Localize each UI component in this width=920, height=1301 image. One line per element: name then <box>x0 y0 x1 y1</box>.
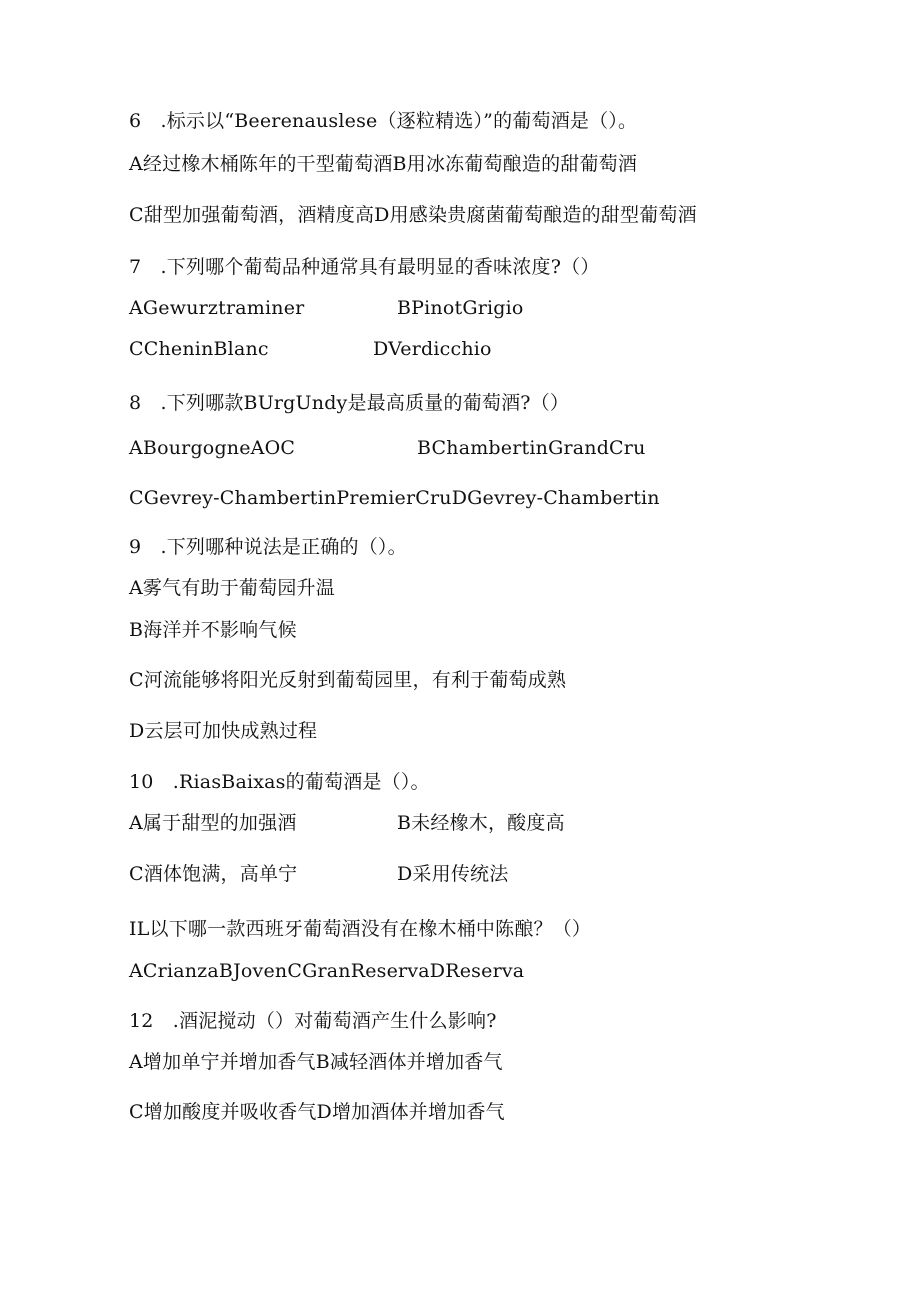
question-11-stem: IL以下哪一款西班牙葡萄酒没有在橡木桶中陈酿？（） <box>129 918 592 940</box>
question-7-option-d: DVerdicchio <box>373 338 492 360</box>
question-9-option-d: D云层可加快成熟过程 <box>129 720 318 742</box>
question-9-stem: 9 .下列哪种说法是正确的（）。 <box>129 536 407 558</box>
question-12-options-cd: C增加酸度并吸收香气D增加酒体并增加香气 <box>129 1101 505 1123</box>
question-10-option-d: D采用传统法 <box>397 863 509 885</box>
question-9-option-c: C河流能够将阳光反射到葡萄园里，有利于葡萄成熟 <box>129 669 567 691</box>
question-12-options-ab: A增加单宁并增加香气B减轻酒体并增加香气 <box>129 1051 503 1073</box>
question-10-option-c: C酒体饱满，高单宁 <box>129 863 298 885</box>
question-7-option-c: CCheninBlanc <box>129 338 269 360</box>
question-12-stem: 12 .酒泥搅动（）对葡萄酒产生什么影响? <box>129 1010 497 1032</box>
question-10-option-b: B未经橡木，酸度高 <box>397 812 565 834</box>
question-9-option-a: A雾气有助于葡萄园升温 <box>129 577 335 599</box>
question-6-options-ab: A经过橡木桶陈年的干型葡萄酒B用冰冻葡萄酿造的甜葡萄酒 <box>129 153 638 175</box>
question-8-stem: 8 .下列哪款BUrgUndy是最高质量的葡萄酒?（） <box>129 392 570 414</box>
question-6-options-cd: C甜型加强葡萄酒，酒精度高D用感染贵腐菌葡萄酿造的甜型葡萄酒 <box>129 204 697 226</box>
question-8-option-a: ABourgogneAOC <box>129 437 296 459</box>
question-7-stem: 7 .下列哪个葡萄品种通常具有最明显的香味浓度?（） <box>129 256 600 278</box>
question-10-stem: 10 .RiasBaixas的葡萄酒是（）。 <box>129 771 430 793</box>
question-8-option-b: BChambertinGrandCru <box>417 437 646 459</box>
question-6-stem: 6 .标示以“Beerenauslese（逐粒精选）”的葡萄酒是（）。 <box>129 110 638 132</box>
question-8-options-cd: CGevrey-ChambertinPremierCruDGevrey-Chambertin <box>129 487 660 509</box>
question-11-options: ACrianzaBJovenCGranReservaDReserva <box>129 960 525 982</box>
question-7-option-b: BPinotGrigio <box>397 297 524 319</box>
question-9-option-b: B海洋并不影响气候 <box>129 619 297 641</box>
question-10-option-a: A属于甜型的加强酒 <box>129 812 297 834</box>
question-7-option-a: AGewurztraminer <box>129 297 305 319</box>
